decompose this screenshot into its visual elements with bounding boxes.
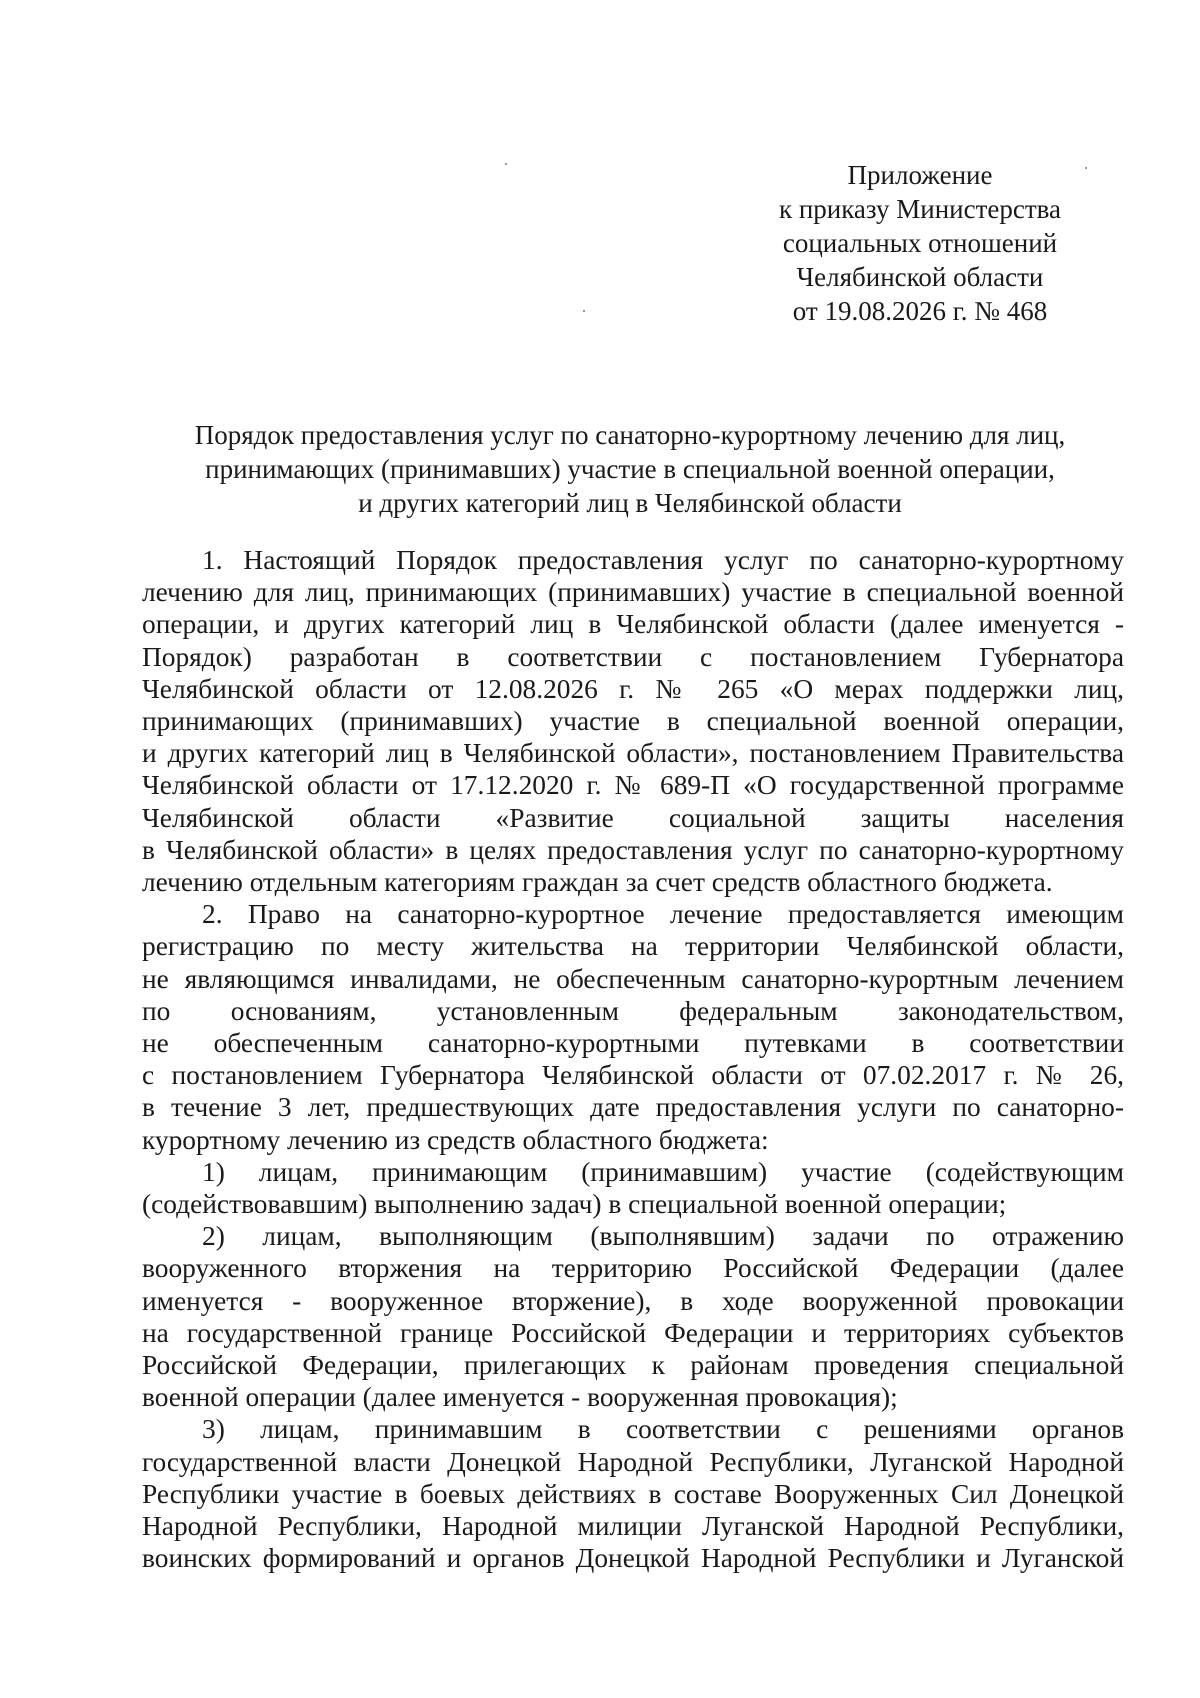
text-line: не являющимся инвалидами, не обеспеченным санаторно-курортным лечением — [142, 963, 1124, 994]
text-line: военной операции (далее именуется - вооруженная провокация); — [142, 1382, 898, 1413]
text-line: не обеспеченным санаторно-курортными путевками в соответствии — [142, 1028, 1124, 1059]
text-line: Порядок) разработан в соответствии с постановлением Губернатора — [142, 641, 1124, 672]
text-line: лечению для лиц, принимающих (принимавших) участие в специальной военной — [142, 577, 1124, 608]
text-line: 1. Настоящий Порядок предоставления услуг по санаторно-курортному — [202, 545, 1124, 575]
paragraph-2 — [142, 898, 1124, 1156]
text-line: по основаниям, установленным федеральным законодательством, — [142, 995, 1124, 1026]
text-line: на государственной границе Российской Федерации и территориях субъектов — [142, 1317, 1124, 1348]
text-line: с постановлением Губернатора Челябинской области от 07.02.2017 г. № 26, — [142, 1060, 1124, 1091]
appendix-block — [740, 158, 1100, 328]
text-line: (содействовавшим) выполнению задач) в специальной военной операции; — [142, 1189, 1007, 1220]
text-line: 3) лицам, принимавшим в соответствии с решениями органов — [202, 1414, 1124, 1445]
text-line: 1) лицам, принимающим (принимавшим) участие (содействующим — [202, 1156, 1124, 1187]
text-line: принимающих (принимавших) участие в специальной военной операции, — [142, 706, 1124, 737]
text-line: Республики участие в боевых действиях в составе Вооруженных Сил Донецкой — [142, 1478, 1124, 1509]
text-line: государственной власти Донецкой Народной Республики, Луганской Народной — [142, 1446, 1124, 1477]
text-line: и других категорий лиц в Челябинской области», постановлением Правительства — [142, 738, 1124, 769]
text-line: Народной Республики, Народной милиции Луганской Народной Республики, — [142, 1511, 1124, 1542]
appendix-line: Приложение — [847, 160, 993, 190]
appendix-line: Челябинской области — [796, 262, 1044, 292]
scan-speck — [505, 163, 507, 165]
text-line: Челябинской области «Развитие социальной защиты населения — [142, 802, 1124, 833]
text-line: воинских формирований и органов Донецкой Народной Республики и Луганской — [142, 1543, 1124, 1574]
text-line: курортному лечению из средств областного бюджета: — [142, 1124, 769, 1155]
text-line: в течение 3 лет, предшествующих дате предоставления услуги по санаторно- — [142, 1092, 1124, 1123]
text-line: лечению отдельным категориям граждан за счет средств областного бюджета. — [142, 867, 1053, 898]
text-line: Российской Федерации, прилегающих к районам проведения специальной — [142, 1350, 1124, 1381]
paragraph-1 — [142, 544, 1124, 898]
text-line: именуется - вооруженное вторжение), в ходе вооруженной провокации — [142, 1285, 1124, 1316]
text-line: 2. Право на санаторно-курортное лечение предоставляется имеющим — [202, 899, 1124, 930]
title-line: Порядок предоставления услуг по санаторно-курортному лечению для лиц, — [194, 420, 1066, 450]
appendix-line: социальных отношений — [782, 228, 1058, 258]
text-line: в Челябинской области» в целях предоставления услуг по санаторно-курортному — [142, 834, 1124, 865]
document-body — [142, 544, 1124, 1575]
text-line: регистрацию по месту жительства на территории Челябинской области, — [142, 931, 1124, 962]
subitem-1 — [142, 1156, 1124, 1220]
text-line: операции, и других категорий лиц в Челябинской области (далее именуется - — [142, 609, 1124, 640]
text-line: 2) лицам, выполняющим (выполнявшим) задачи по отражению — [202, 1221, 1124, 1252]
scan-speck — [583, 310, 585, 312]
text-line: Челябинской области от 12.08.2026 г. № 265 «О мерах поддержки лиц, — [142, 673, 1124, 704]
text-line: Челябинской области от 17.12.2020 г. № 689-П «О государственной программе — [142, 770, 1124, 801]
appendix-line: от 19.08.2026 г. № 468 — [792, 296, 1048, 326]
subitem-2 — [142, 1220, 1124, 1413]
title-line: принимающих (принимавших) участие в специальной военной операции, — [205, 454, 1055, 484]
document-title — [140, 418, 1120, 520]
appendix-line: к приказу Министерства — [778, 194, 1062, 224]
text-line: вооруженного вторжения на территорию Российской Федерации (далее — [142, 1253, 1124, 1284]
subitem-3 — [142, 1413, 1124, 1574]
title-line: и других категорий лиц в Челябинской области — [358, 488, 902, 518]
